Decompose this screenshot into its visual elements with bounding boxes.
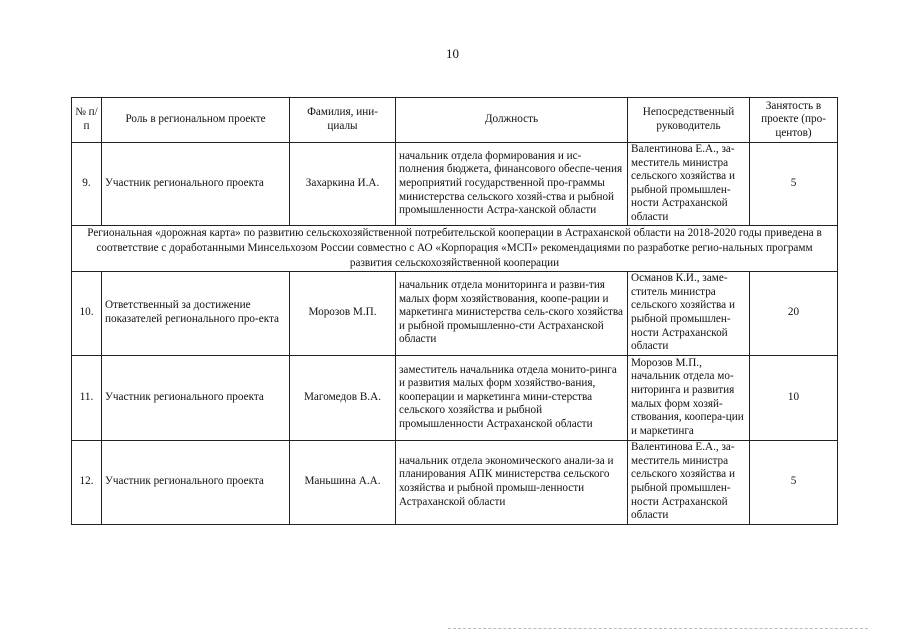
row-role: Участник регионального проекта (102, 143, 290, 226)
header-position: Должность (396, 98, 628, 143)
row-supervisor: Валентинова Е.А., за-меститель министра сельского хозяйства и рыбной промышлен-ности Астраханской области (628, 143, 750, 226)
row-name: Морозов М.П. (290, 271, 396, 355)
row-position: заместитель начальника отдела монито-ринга и развития малых форм хозяйство-вания, кооперации и маркетинга мини-стерства сельского хозяйства и рыбной промышленности Астраханской области (396, 355, 628, 440)
page-number: 10 (446, 46, 459, 61)
header-supervisor: Непосредственный руководитель (628, 98, 750, 143)
row-name: Захаркина И.А. (290, 143, 396, 226)
row-position: начальник отдела экономического анали-за и планирования АПК министерства сельского хозяйства и рыбной промыш-ленности Астраханской области (396, 440, 628, 524)
table-row (72, 355, 838, 440)
scan-edge-line (448, 628, 868, 629)
row-role: Участник регионального проекта (102, 355, 290, 440)
header-load: Занятость в проекте (про-центов) (750, 98, 838, 143)
header-role: Роль в региональном проекте (102, 98, 290, 143)
roadmap-note: Региональная «дорожная карта» по развитию сельскохозяйственной потребительской кооперации в Астраханской области на 2018-2020 годы приведена в соответствие с доработанными Минсельхозом России совместно с АО «Корпорация «МСП» рекомендациями по разработке регио-нальных программ развития сельскохозяйственной кооперации (72, 225, 838, 271)
row-number: 12. (72, 440, 102, 524)
project-roles-table (71, 97, 838, 525)
header-name: Фамилия, ини-циалы (290, 98, 396, 143)
table-row (72, 271, 838, 355)
row-supervisor: Морозов М.П., начальник отдела мо-ниторинга и развития малых форм хозяй-ствования, коопера-ции и маркетинга (628, 355, 750, 440)
row-number: 10. (72, 271, 102, 355)
table-header-row (72, 98, 838, 143)
row-load: 5 (750, 440, 838, 524)
row-load: 10 (750, 355, 838, 440)
row-position: начальник отдела мониторинга и разви-тия малых форм хозяйствования, коопе-рации и маркетинга министерства сель-ского хозяйства и рыбной промышленно-сти Астраханской области (396, 271, 628, 355)
row-number: 11. (72, 355, 102, 440)
header-num: № п/п (72, 98, 102, 143)
row-supervisor: Османов К.И., заме-ститель министра сельского хозяйства и рыбной промышлен-ности Астраханской области (628, 271, 750, 355)
row-load: 20 (750, 271, 838, 355)
row-supervisor: Валентинова Е.А., за-меститель министра сельского хозяйства и рыбной промышлен-ности Астраханской области (628, 440, 750, 524)
table-row (72, 440, 838, 524)
row-position: начальник отдела формирования и ис-полнения бюджета, финансового обеспе-чения мероприятий государственной про-граммы министерства сельского хозяй-ства и рыбной промышленности Астра-ханской области (396, 143, 628, 226)
row-load: 5 (750, 143, 838, 226)
row-name: Маньшина А.А. (290, 440, 396, 524)
table-note-row (72, 225, 838, 271)
table-row (72, 143, 838, 226)
row-number: 9. (72, 143, 102, 226)
row-name: Магомедов В.А. (290, 355, 396, 440)
row-role: Участник регионального проекта (102, 440, 290, 524)
row-role: Ответственный за достижение показателей регионального про-екта (102, 271, 290, 355)
